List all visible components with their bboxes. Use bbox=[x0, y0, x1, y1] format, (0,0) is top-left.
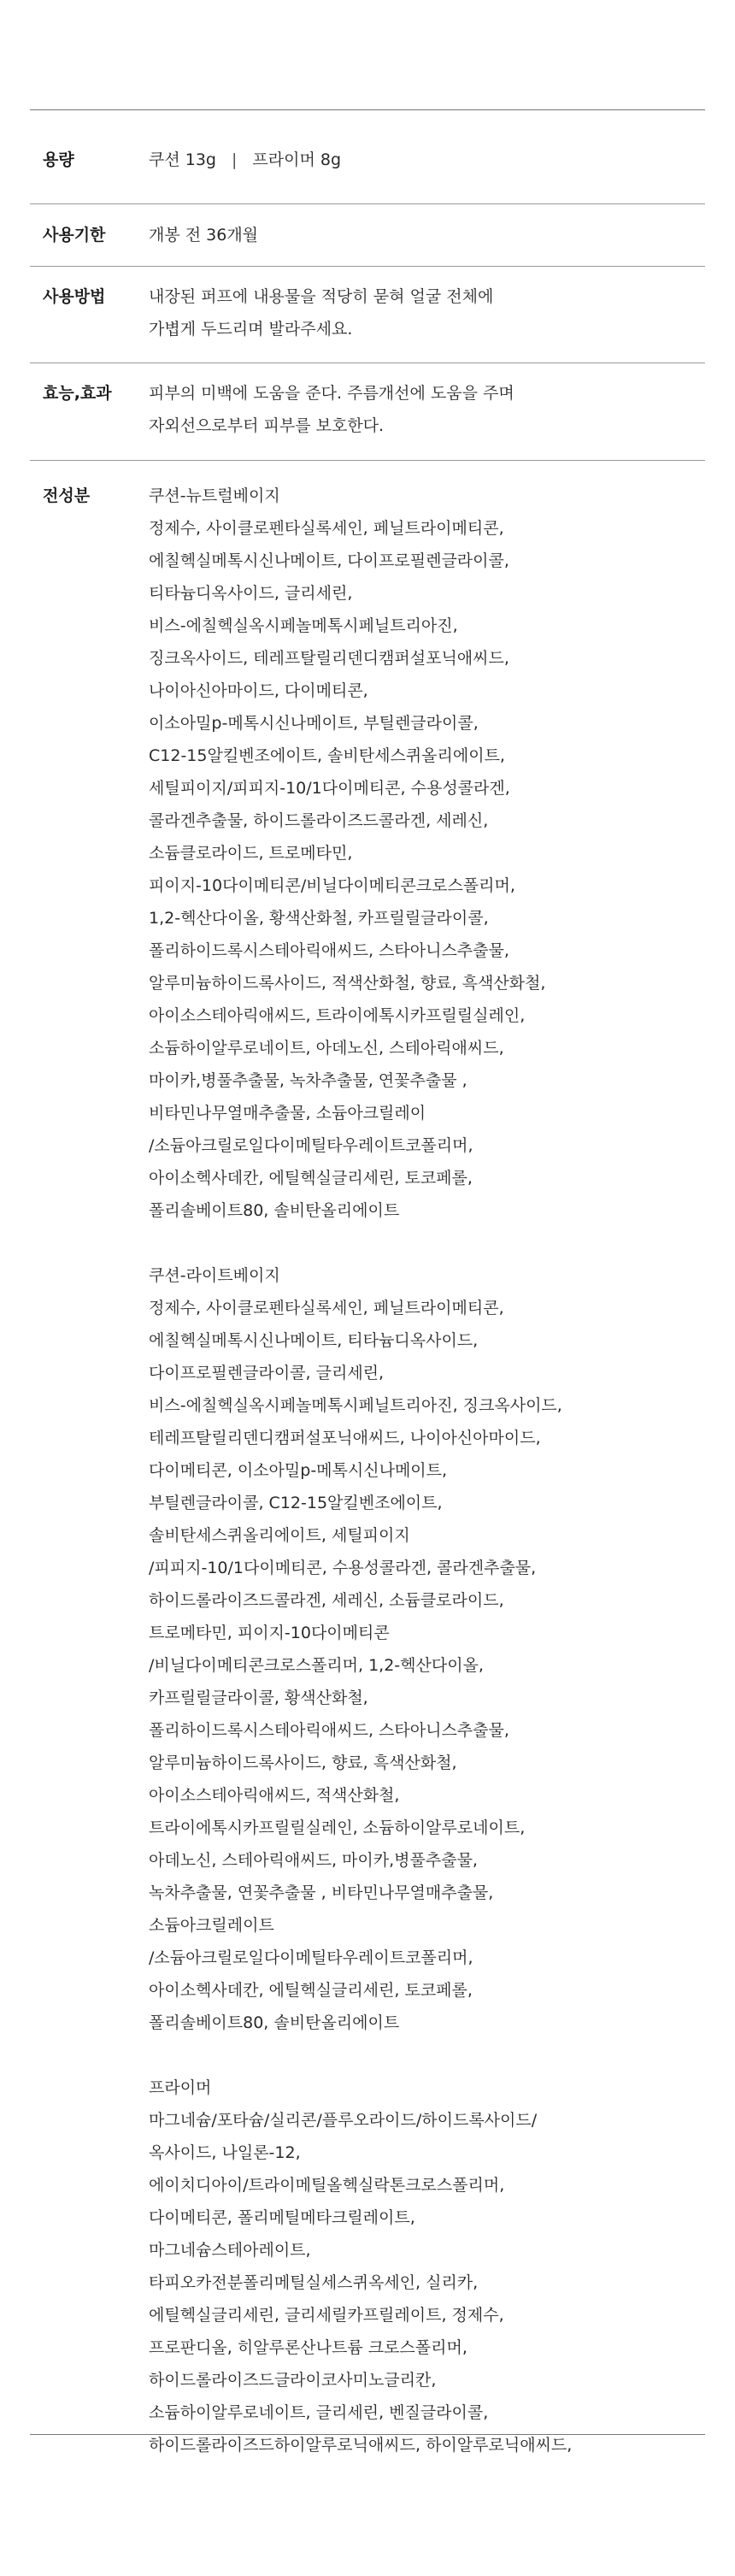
ingredient-line: 솔비탄세스퀴올리에이트, 세틸피이지 bbox=[149, 1526, 410, 1545]
ingredient-line: 아이소헥사데칸, 에틸헥실글리세린, 토코페롤, bbox=[149, 1981, 473, 2000]
capacity-label: 용량 bbox=[43, 150, 74, 169]
usage-value bbox=[149, 267, 705, 363]
expiry-label: 사용기한 bbox=[43, 226, 106, 245]
row-ingredients bbox=[30, 461, 705, 2455]
ingredient-line: 옥사이드, 나일론-12, bbox=[149, 2143, 301, 2162]
ingredient-line: 폴리솔베이트80, 솔비탄올리에이트 bbox=[149, 2013, 400, 2032]
ingredient-section-title: 프라이머 bbox=[149, 2078, 212, 2097]
ingredient-line: 에이치디아이/트라이메틸올헥실락톤크로스폴리머, bbox=[149, 2176, 505, 2195]
ingredient-line: 소듐아크릴레이트 bbox=[149, 1916, 274, 1935]
ingredient-line: 프로판디올, 히알루론산나트륨 크로스폴리머, bbox=[149, 2338, 467, 2357]
ingredient-section-title: 쿠션-뉴트럴베이지 bbox=[149, 486, 280, 505]
ingredient-line: 하이드롤라이즈드하이알루로닉애씨드, 하이알루로닉애씨드, bbox=[149, 2436, 573, 2455]
ingredient-line: 정제수, 사이클로펜타실록세인, 페닐트라이메티콘, bbox=[149, 1299, 504, 1317]
expiry-value: 개봉 전 36개월 bbox=[149, 226, 259, 245]
ingredient-line: 녹차추출물, 연꽃추출물 , 비타민나무열매추출물, bbox=[149, 1883, 494, 1902]
ingredients-label: 전성분 bbox=[43, 486, 91, 505]
row-expiry bbox=[30, 204, 705, 267]
efficacy-value bbox=[149, 363, 705, 460]
ingredient-line: 아이소헥사데칸, 에틸헥실글리세린, 토코페롤, bbox=[149, 1169, 473, 1188]
ingredient-line: 소듐클로라이드, 트로메타민, bbox=[149, 844, 353, 863]
ingredient-line: 테레프탈릴리덴디캠퍼설포닉애씨드, 나이아신아마이드, bbox=[149, 1429, 541, 1447]
ingredient-line: 알루미늄하이드록사이드, 적색산화철, 향료, 흑색산화철, bbox=[149, 974, 546, 993]
ingredient-line: 아데노신, 스테아릭애씨드, 마이카,병풀추출물, bbox=[149, 1851, 478, 1870]
ingredient-line: 이소아밀p-메톡시신나메이트, 부틸렌글라이콜, bbox=[149, 714, 479, 733]
ingredient-line: 비타민나무열매추출물, 소듐아크릴레이 bbox=[149, 1104, 426, 1123]
efficacy-line: 피부의 미백에 도움을 준다. 주름개선에 도움을 주며 bbox=[149, 384, 514, 403]
ingredient-line: 다이메티콘, 폴리메틸메타크릴레이트, bbox=[149, 2208, 415, 2227]
ingredient-line: 나이아신아마이드, 다이메티콘, bbox=[149, 681, 368, 700]
row-efficacy bbox=[30, 363, 705, 461]
ingredient-line: 에칠헥실메톡시신나메이트, 티타늄디옥사이드, bbox=[149, 1331, 479, 1350]
capacity-separator: | bbox=[232, 150, 238, 169]
ingredient-line: 비스-에칠헥실옥시페놀메톡시페닐트리아진, bbox=[149, 616, 458, 635]
ingredient-line: 징크옥사이드, 테레프탈릴리덴디캠퍼설포닉애씨드, bbox=[149, 649, 509, 668]
usage-line: 내장된 퍼프에 내용물을 적당히 묻혀 얼굴 전체에 bbox=[149, 287, 494, 306]
ingredient-line: 다이메티콘, 이소아밀p-메톡시신나메이트, bbox=[149, 1461, 448, 1480]
cushion-capacity: 쿠션 13g bbox=[149, 150, 216, 169]
ingredient-line: 세틸피이지/피피지-10/1다이메티콘, 수용성콜라겐, bbox=[149, 779, 510, 798]
ingredient-line: 아이소스테아릭애씨드, 적색산화철, bbox=[149, 1786, 400, 1805]
section-gap bbox=[149, 1227, 705, 1259]
ingredient-line: 에칠헥실메톡시신나메이트, 다이프로필렌글라이콜, bbox=[149, 551, 509, 570]
row-usage bbox=[30, 267, 705, 363]
ingredient-line: 1,2-헥산다이올, 황색산화철, 카프릴릴글라이콜, bbox=[149, 909, 489, 928]
ingredient-line: C12-15알킬벤조에이트, 솔비탄세스퀴올리에이트, bbox=[149, 746, 505, 765]
ingredient-line: 마그네슘/포타슘/실리콘/플루오라이드/하이드록사이드/ bbox=[149, 2111, 538, 2130]
primer-capacity: 프라이머 8g bbox=[252, 150, 342, 169]
ingredient-line: 피이지-10다이메티콘/비닐다이메티콘크로스폴리머, bbox=[149, 876, 515, 895]
efficacy-label: 효능,효과 bbox=[43, 384, 112, 403]
ingredient-line: 트로메타민, 피이지-10다이메티콘 bbox=[149, 1624, 390, 1642]
ingredient-line: /소듐아크릴로일다이메틸타우레이트코폴리머, bbox=[149, 1948, 473, 1967]
row-capacity bbox=[30, 110, 705, 204]
ingredient-line: 타피오카전분폴리메틸실세스퀴옥세인, 실리카, bbox=[149, 2273, 479, 2292]
product-info-table bbox=[30, 109, 705, 2455]
ingredient-line: 다이프로필렌글라이콜, 글리세린, bbox=[149, 1364, 385, 1382]
ingredient-line: 카프릴릴글라이콜, 황색산화철, bbox=[149, 1689, 368, 1707]
ingredient-line: 콜라겐추출물, 하이드롤라이즈드콜라겐, 세레신, bbox=[149, 811, 489, 830]
ingredients-value bbox=[149, 461, 705, 2455]
ingredient-line: 정제수, 사이클로펜타실록세인, 페닐트라이메티콘, bbox=[149, 519, 504, 538]
ingredient-line: 마그네슘스테아레이트, bbox=[149, 2241, 311, 2260]
usage-label: 사용방법 bbox=[43, 287, 106, 306]
ingredient-line: /비닐다이메티콘크로스폴리머, 1,2-헥산다이올, bbox=[149, 1656, 484, 1675]
ingredient-line: 하이드롤라이즈드콜라겐, 세레신, 소듐클로라이드, bbox=[149, 1591, 504, 1610]
ingredient-line: 소듐하이알루로네이트, 글리세린, 벤질글라이콜, bbox=[149, 2403, 489, 2422]
ingredient-line: 소듐하이알루로네이트, 아데노신, 스테아릭애씨드, bbox=[149, 1039, 504, 1058]
ingredient-line: 폴리솔베이트80, 솔비탄올리에이트 bbox=[149, 1201, 400, 1220]
ingredient-line: 부틸렌글라이콜, C12-15알킬벤조에이트, bbox=[149, 1494, 443, 1512]
ingredient-line: 비스-에칠헥실옥시페놀메톡시페닐트리아진, 징크옥사이드, bbox=[149, 1396, 562, 1415]
ingredient-line: 폴리하이드록시스테아릭애씨드, 스타아니스추출물, bbox=[149, 1721, 509, 1740]
capacity-value bbox=[149, 110, 705, 203]
ingredient-line: /피피지-10/1다이메티콘, 수용성콜라겐, 콜라겐추출물, bbox=[149, 1559, 537, 1577]
ingredient-line: 아이소스테아릭애씨드, 트라이에톡시카프릴릴실레인, bbox=[149, 1006, 526, 1025]
ingredient-line: 알루미늄하이드록사이드, 향료, 흑색산화철, bbox=[149, 1754, 457, 1772]
ingredient-section-title: 쿠션-라이트베이지 bbox=[149, 1266, 280, 1285]
usage-line: 가볍게 두드리며 발라주세요. bbox=[149, 320, 353, 339]
efficacy-line: 자외선으로부터 피부를 보호한다. bbox=[149, 416, 385, 435]
ingredient-line: 마이카,병풀추출물, 녹차추출물, 연꽃추출물 , bbox=[149, 1071, 467, 1090]
section-gap bbox=[149, 2039, 705, 2072]
ingredient-line: 폴리하이드록시스테아릭애씨드, 스타아니스추출물, bbox=[149, 941, 509, 960]
ingredient-line: /소듐아크릴로일다이메틸타우레이트코폴리머, bbox=[149, 1136, 473, 1155]
ingredient-line: 트라이에톡시카프릴릴실레인, 소듐하이알루로네이트, bbox=[149, 1819, 526, 1837]
ingredient-line: 하이드롤라이즈드글라이코사미노글리칸, bbox=[149, 2371, 437, 2390]
ingredient-line: 에틸헥실글리세린, 글리세릴카프릴레이트, 정제수, bbox=[149, 2306, 504, 2325]
ingredient-line: 티타늄디옥사이드, 글리세린, bbox=[149, 584, 353, 603]
